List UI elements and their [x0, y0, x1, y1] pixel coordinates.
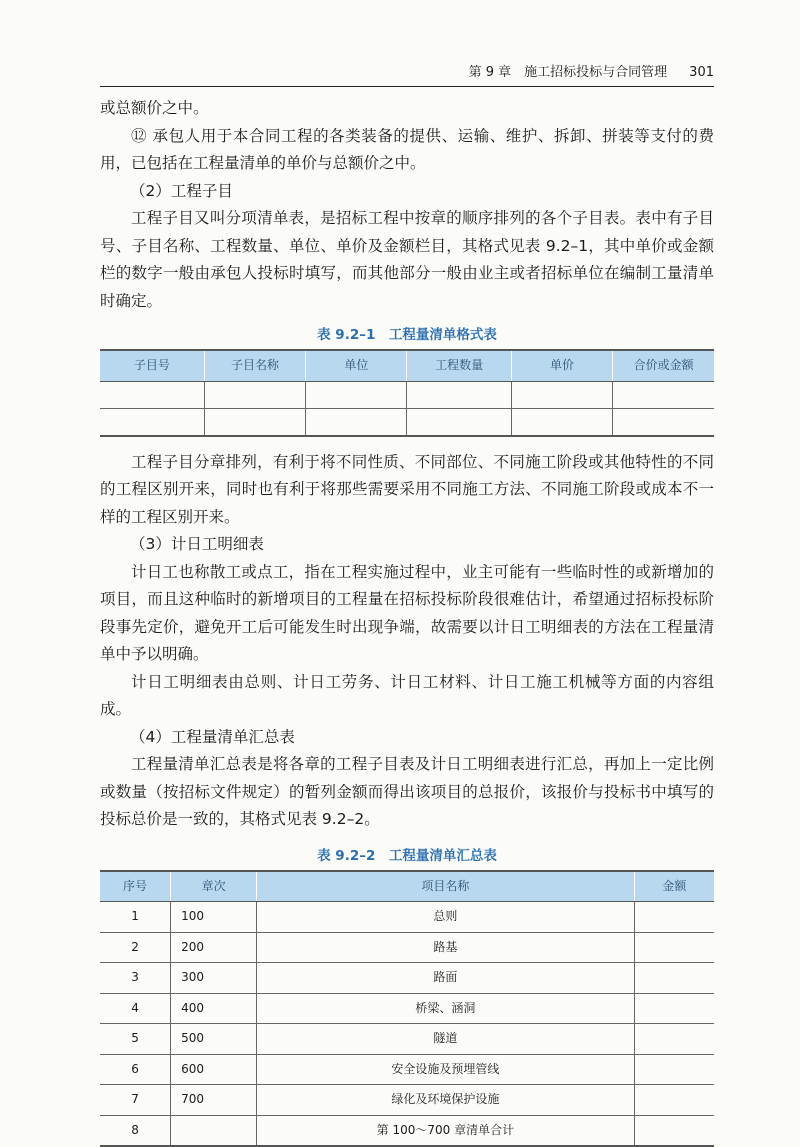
amount: [634, 932, 714, 963]
table1-header-cell: 单价: [511, 350, 612, 381]
item-name: 路面: [257, 963, 635, 994]
amount: [634, 993, 714, 1024]
paragraph-dayrate: 计日工也称散工或点工，指在工程实施过程中，业主可能有一些临时性的或新增加的项目，而且这种临时的新增项目的工程量在招标投标阶段很难估计，希望通过招标投标阶段事先定价，避免开工后可能发生时出现争端，故需要以计日工明细表的方法在工程量清单中予以明确。: [100, 559, 714, 669]
table-bill-summary: [100, 870, 714, 1147]
table-bill-format: [100, 349, 714, 437]
item-name: 路基: [257, 932, 635, 963]
row-number: 1: [100, 902, 171, 933]
table1-header-cell: 单位: [306, 350, 407, 381]
paragraph-dayrate-2: 计日工明细表由总则、计日工劳务、计日工材料、计日工施工机械等方面的内容组成。: [100, 669, 714, 724]
amount: [634, 1024, 714, 1055]
table-row: [100, 1054, 714, 1085]
table2-header-cell: 序号: [100, 871, 171, 902]
paragraph-continued: 或总额价之中。: [100, 95, 714, 123]
table2-caption: 表 9.2–2 工程量清单汇总表: [100, 846, 714, 866]
table-row: [100, 963, 714, 994]
paragraph-subitem-2: 工程子目分章排列，有利于将不同性质、不同部位、不同施工阶段或其他特性的不同的工程区别开来，同时也有利于将那些需要采用不同施工方法、不同施工阶段或成本不一样的工程区别开来。: [100, 449, 714, 532]
chapter-number: 300: [171, 963, 257, 994]
chapter-title: 第 9 章 施工招标投标与合同管理: [469, 65, 668, 80]
running-header: [100, 62, 714, 87]
item-name: 第 100～700 章清单合计: [257, 1115, 635, 1146]
table1-header-cell: 子目名称: [204, 350, 305, 381]
amount: [634, 1085, 714, 1116]
heading-subitem: （2）工程子目: [100, 178, 714, 206]
item-name: 隧道: [257, 1024, 635, 1055]
table-row: [100, 1115, 714, 1146]
row-number: 8: [100, 1115, 171, 1146]
table2-body: [100, 902, 714, 1147]
row-number: 6: [100, 1054, 171, 1085]
chapter-number: 400: [171, 993, 257, 1024]
row-number: 7: [100, 1085, 171, 1116]
item-name: 绿化及环境保护设施: [257, 1085, 635, 1116]
row-number: 3: [100, 963, 171, 994]
item-name: 桥梁、涵洞: [257, 993, 635, 1024]
row-number: 5: [100, 1024, 171, 1055]
table2-header-cell: 章次: [171, 871, 257, 902]
row-number: 4: [100, 993, 171, 1024]
paragraph-item-12: ⑫ 承包人用于本合同工程的各类装备的提供、运输、维护、拆卸、拼装等支付的费用，已包括在工程量清单的单价与总额价之中。: [100, 123, 714, 178]
heading-dayrate: （3）计日工明细表: [100, 531, 714, 559]
paragraph-subitem: 工程子目又叫分项清单表，是招标工程中按章的顺序排列的各个子目表。表中有子目号、子目名称、工程数量、单位、单价及金额栏目，其格式见表 9.2–1，其中单价或金额栏的数字一般由承包人投标时填写，而其他部分一般由业主或者招标单位在编制工量清单时确定。: [100, 205, 714, 315]
row-number: 2: [100, 932, 171, 963]
table1-header-cell: 工程数量: [407, 350, 511, 381]
table2-header-cell: 金额: [634, 871, 714, 902]
chapter-number: 700: [171, 1085, 257, 1116]
page-body: [100, 95, 714, 1147]
table1-header-cell: 子目号: [100, 350, 204, 381]
heading-summary: （4）工程量清单汇总表: [100, 724, 714, 752]
table2-header-row: [100, 871, 714, 902]
item-name: 安全设施及预埋管线: [257, 1054, 635, 1085]
table2-header-cell: 项目名称: [257, 871, 635, 902]
table1-header-cell: 合价或金额: [613, 350, 714, 381]
chapter-number: 600: [171, 1054, 257, 1085]
table1-header-row: [100, 350, 714, 381]
table-row: [100, 1024, 714, 1055]
paragraph-summary: 工程量清单汇总表是将各章的工程子目表及计日工明细表进行汇总，再加上一定比例或数量（按招标文件规定）的暂列金额而得出该项目的总报价，该报价与投标书中填写的投标总价是一致的，其格式见表 9.2–2。: [100, 751, 714, 834]
table-row: [100, 932, 714, 963]
table-row: [100, 408, 714, 436]
table-row: [100, 1085, 714, 1116]
amount: [634, 1115, 714, 1146]
item-name: 总则: [257, 902, 635, 933]
amount: [634, 902, 714, 933]
table1-caption: 表 9.2–1 工程量清单格式表: [100, 325, 714, 345]
table-row: [100, 993, 714, 1024]
chapter-number: 500: [171, 1024, 257, 1055]
chapter-number: 200: [171, 932, 257, 963]
chapter-number: 100: [171, 902, 257, 933]
table-row: [100, 381, 714, 408]
page-number: 301: [689, 65, 714, 80]
chapter-number: [171, 1115, 257, 1146]
amount: [634, 1054, 714, 1085]
amount: [634, 963, 714, 994]
table-row: [100, 902, 714, 933]
